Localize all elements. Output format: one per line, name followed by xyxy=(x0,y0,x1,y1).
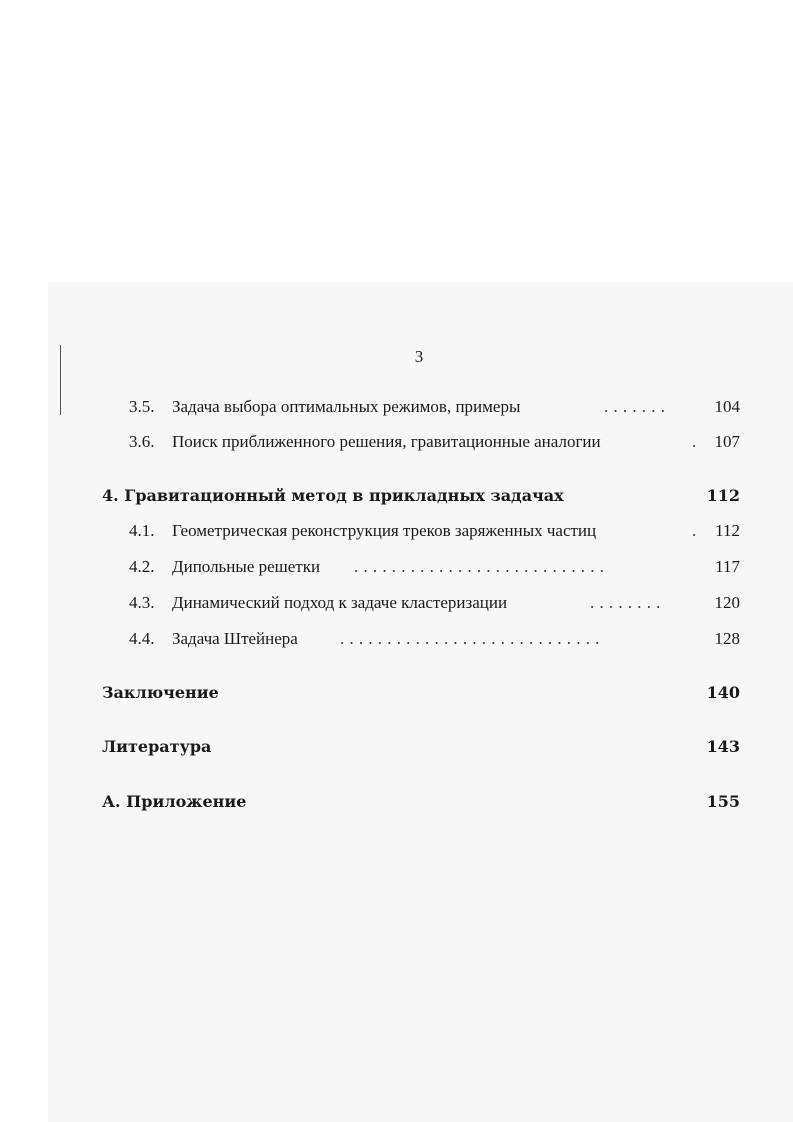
section-number: 4.1. xyxy=(129,521,155,540)
page-ref: 104 xyxy=(714,397,740,416)
section-number: 4.3. xyxy=(129,593,155,612)
section-number: 4.2. xyxy=(129,557,155,576)
page-ref: 140 xyxy=(706,683,740,702)
section-title: Поиск приближенного решения, гравитационные аналогии xyxy=(172,432,601,451)
leader-dots: ........................... xyxy=(354,557,610,576)
section-title: Геометрическая реконструкция треков заряженных частиц xyxy=(172,521,597,540)
chapter-title: Литература xyxy=(102,737,212,756)
chapter-title: Заключение xyxy=(102,683,219,702)
section-title: Динамический подход к задаче кластеризации xyxy=(172,593,508,612)
section-title: Задача Штейнера xyxy=(172,629,298,648)
page-ref: 128 xyxy=(714,629,740,648)
section-number: 4.4. xyxy=(129,629,155,648)
section-number: 3.6. xyxy=(129,432,155,451)
section-number: 3.5. xyxy=(129,397,155,416)
section-title: Задача выбора оптимальных режимов, примеры xyxy=(172,397,521,416)
leader-dots: . xyxy=(692,521,702,540)
leader-dots: ....... xyxy=(604,397,671,416)
page-ref: 117 xyxy=(715,557,740,576)
page-ref: 155 xyxy=(706,792,740,811)
page-ref: 112 xyxy=(706,486,740,505)
leader-dots: ............................ xyxy=(340,629,605,648)
page-ref: 112 xyxy=(715,521,740,540)
chapter-title: А. Приложение xyxy=(102,792,247,811)
leader-dots: ........ xyxy=(590,593,666,612)
page-ref: 120 xyxy=(714,593,740,612)
leader-dots: . xyxy=(692,432,702,451)
page-ref: 143 xyxy=(706,737,740,756)
page-number: 3 xyxy=(414,347,424,366)
section-title: Дипольные решетки xyxy=(172,557,321,576)
page-ref: 107 xyxy=(714,432,740,451)
chapter-title: 4. Гравитационный метод в прикладных задачах xyxy=(102,486,564,505)
